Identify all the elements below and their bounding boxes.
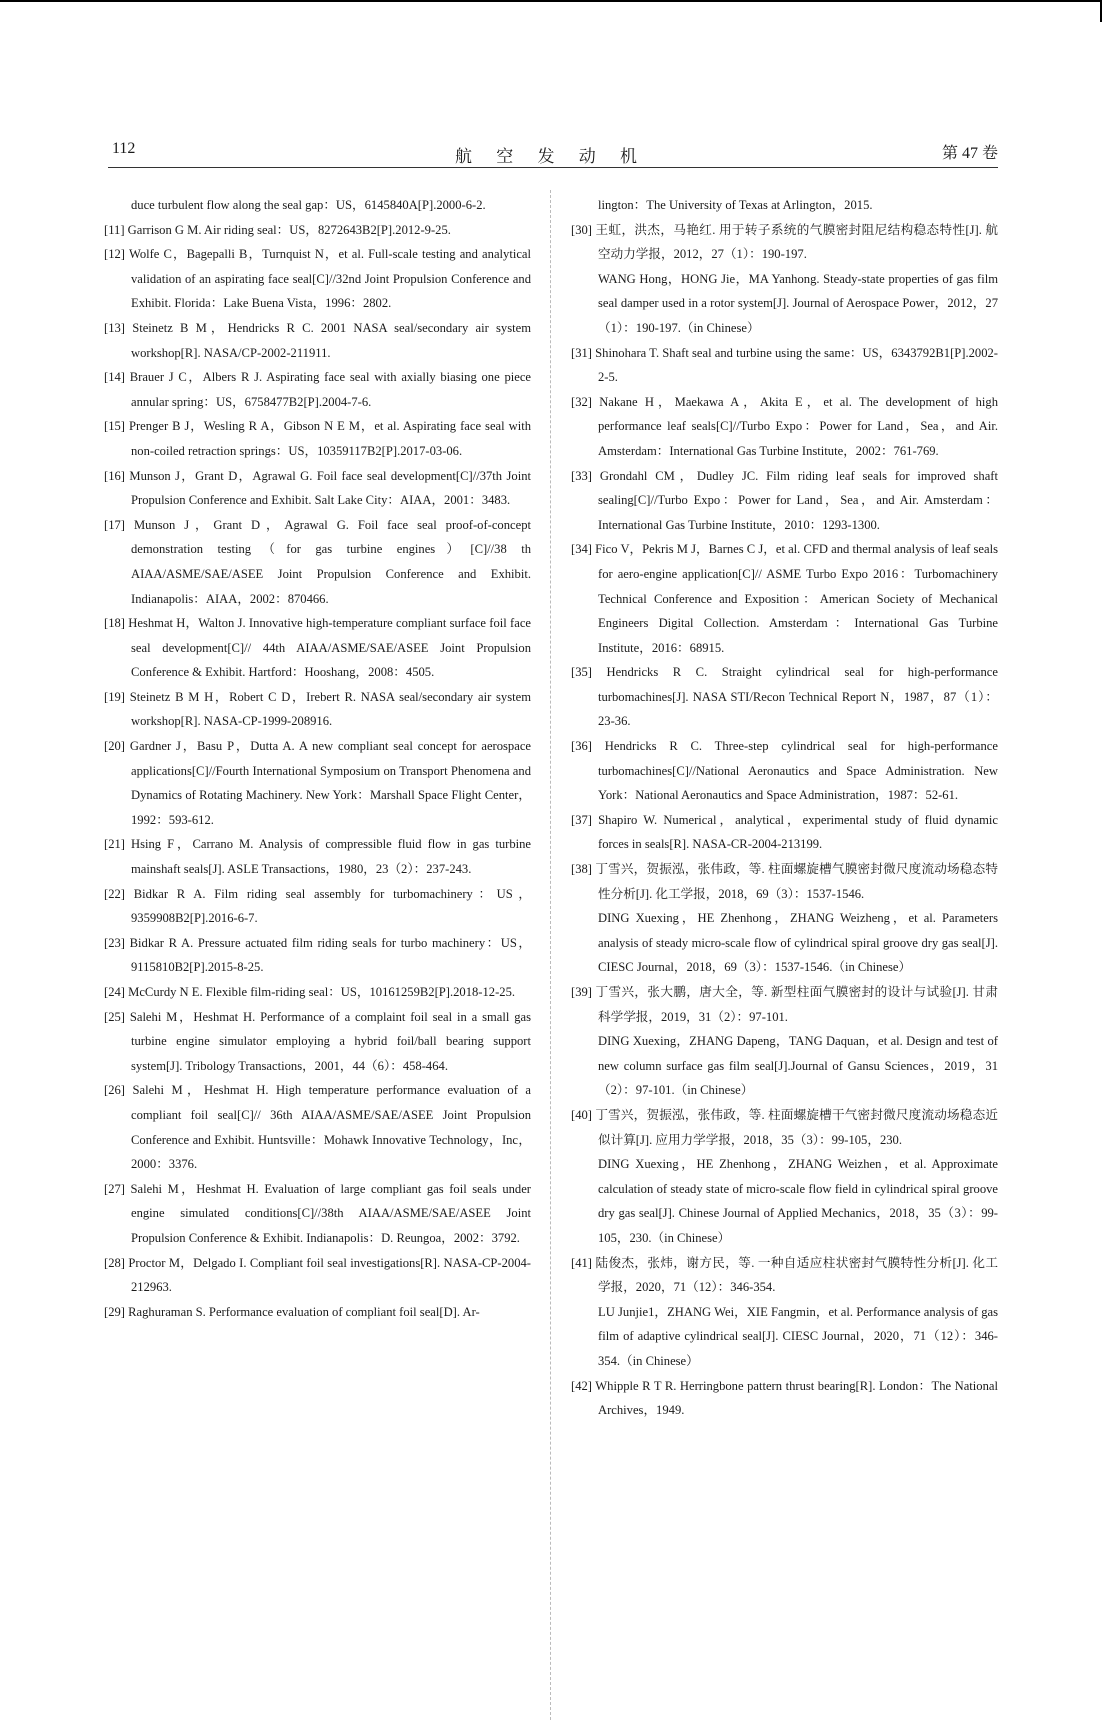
reference-entry [104,1251,531,1300]
journal-title: 航 空 发 动 机 [455,147,647,166]
reference-text: 陆俊杰，张炜，谢方民，等. 一种自适应柱状密封气膜特性分析[J]. 化工学报，2020，71（12）：346-354. [595,1255,998,1295]
reference-entry [104,734,531,832]
reference-number: [12] [104,247,125,262]
reference-number: [33] [571,468,592,483]
reference-text: Raghuraman S. Performance evaluation of compliant foil seal[D]. Ar- [128,1304,480,1319]
reference-text: Hendricks R C. Straight cylindrical seal for high-performance turbomachines[J]. NASA STI/Recon Technical Report N，1987，87（1）：23-36. [598,665,998,729]
reference-text: Salehi M，Heshmat H. High temperature performance evaluation of a compliant foil seal[C]// 36th AIAA/ASME/SAE/ASEE Joint Propulsion Conference and Exhibit. Huntsville：Mohawk Innovative Technology，Inc，2000：3376. [131,1083,532,1172]
crop-mark-top [0,0,1100,2]
volume-label: 第 47 卷 [941,145,998,162]
reference-number: [31] [571,345,592,360]
reference-translation: WANG Hong，HONG Jie，MA Yanhong. Steady-state properties of gas film seal damper used in a rotor system[J]. Journal of Aerospace Power，2012，27（1）：190-197.（in Chinese） [598,271,998,335]
reference-number: [13] [104,320,125,335]
reference-entry [571,808,998,857]
reference-text: Salehi M，Heshmat H. Evaluation of large compliant gas foil seals under engine simulated conditions[C]//38th AIAA/ASME/SAE/ASEE Joint Propulsion Conference & Exhibit. Indianapolis：D. Reungoa，2002：3792. [130,1181,531,1245]
reference-text: 丁雪兴，张大鹏，唐大全，等. 新型柱面气膜密封的设计与试验[J]. 甘肃科学学报，2019，31（2）：97-101. [595,985,998,1024]
reference-text: Wolfe C，Bagepalli B，Turnquist N，et al. Full-scale testing and analytical validation of an aspirating face seal[C]//32nd Joint Propulsion Conference and Exhibit. Florida：Lake Buena Vista，1996：2802. [128,247,532,311]
reference-entry [571,1374,998,1423]
reference-text: Grondahl CM，Dudley JC. Film riding leaf seals for improved shaft sealing[C]//Turbo Expo：Power for Land，Sea，and Air. Amsterdam：International Gas Turbine Institute，2010：1293-1300. [598,468,999,532]
reference-text: 丁雪兴，贺振泓，张伟政，等. 柱面螺旋槽气膜密封微尺度流动场稳态特性分析[J]. 化工学报，2018，69（3）：1537-1546. [595,862,998,901]
reference-text: Bidkar R A. Pressure actuated film riding seals for turbo machinery：US，9115810B2[P].2015-8-25. [129,935,531,975]
reference-text: 丁雪兴，贺振泓，张伟政，等. 柱面螺旋槽干气密封微尺度流动场稳态近似计算[J]. 应用力学学报，2018，35（3）：99-105，230. [595,1107,998,1147]
reference-text: McCurdy N E. Flexible film-riding seal：US，10161259B2[P].2018-12-25. [128,985,516,999]
reference-entry [104,242,531,316]
reference-text: Fico V，Pekris M J，Barnes C J，et al. CFD and thermal analysis of leaf seals for aero-engine application[C]// ASME Turbo Expo 2016：Turbomachinery Technical Conference and Exposition：American Society of Mechanical Engineers Digital Collection. Amsterdam：International Gas Turbine Institute，2016：68915. [595,542,998,655]
column-divider [550,190,551,1720]
reference-text: Steinetz B M H，Robert C D，Irebert R. NASA seal/secondary air system workshop[R]. NASA-CP-1999-208916. [129,689,532,729]
reference-entry [104,513,531,611]
reference-text: Prenger B J，Wesling R A，Gibson N E M，et al. Aspirating face seal with non-coiled retraction springs：US，10359117B2[P].2017-03-06. [128,419,532,458]
reference-number: [41] [571,1255,592,1270]
reference-entry [571,537,998,660]
reference-entry [571,464,998,538]
reference-translation: DING Xuexing，HE Zhenhong，ZHANG Weizhen，et al. Approximate calculation of steady state of micro-scale flow field in cylindrical spiral groove dry gas seal[J]. Chinese Journal of Applied Mechanics，2018，35（3）：99-105，230.（in Chinese） [598,1157,998,1245]
reference-number: [23] [104,935,125,950]
reference-text: Whipple R T R. Herringbone pattern thrust bearing[R]. London：The National Archives，1949. [595,1378,998,1418]
reference-number: [28] [104,1255,125,1270]
reference-entry [571,218,998,267]
reference-translation: DING Xuexing，HE Zhenhong，ZHANG Weizheng，et al. Parameters analysis of steady micro-scale flow of cylindrical spiral groove dry gas seal[J]. CIESC Journal，2018，69（3）：1537-1546.（in Chinese） [598,911,998,975]
reference-text: Bidkar R A. Film riding seal assembly for turbomachinery：US，9359908B2[P].2016-6-7. [131,886,531,926]
reference-number: [30] [571,222,592,237]
reference-entry [104,1078,531,1176]
reference-column-left [104,193,531,1324]
reference-text: Hendricks R C. Three-step cylindrical seal for high-performance turbomachines[C]//National Aeronautics and Space Administration. New York：National Aeronautics and Space Administration，1987：52-61. [598,739,998,803]
reference-entry [104,414,531,463]
reference-continuation [104,193,531,218]
reference-number: [25] [104,1009,125,1024]
reference-text: Nakane H，Maekawa A，Akita E，et al. The development of high performance leaf seals[C]//Turbo Expo：Power for Land，Sea，and Air. Amsterdam：International Gas Turbine Institute，2002：761-769. [598,394,998,458]
reference-entry [104,1300,531,1325]
reference-translation: DING Xuexing，ZHANG Dapeng，TANG Daquan，et al. Design and test of new column surface gas film seal[J].Journal of Gansu Sciences，2019，31（2）：97-101.（in Chinese） [598,1034,998,1098]
reference-number: [34] [571,542,592,557]
reference-number: [22] [104,886,125,901]
reference-number: [35] [571,665,592,680]
header-rule [108,167,998,168]
reference-number: [11] [104,222,125,237]
reference-text: Gardner J，Basu P，Dutta A. A new compliant seal concept for aerospace applications[C]//Fourth International Symposium on Transport Phenomena and Dynamics of Rotating Machinery. New York：Marshall Space Flight Center，1992：593-612. [129,739,532,827]
reference-text: Brauer J C，Albers R J. Aspirating face seal with axially biasing one piece annular spring：US，6758477B2[P].2004-7-6. [129,370,532,409]
reference-number: [24] [104,985,125,999]
reference-text: Garrison G M. Air riding seal：US，8272643B2[P].2012-9-25. [127,222,451,237]
reference-entry [571,390,998,464]
reference-entry [571,1103,998,1152]
reference-number: [27] [104,1181,125,1196]
reference-entry [571,980,998,1029]
reference-number: [21] [104,837,125,852]
reference-entry [104,464,531,513]
reference-number: [15] [104,419,125,434]
reference-text: Steinetz B M，Hendricks R C. 2001 NASA seal/secondary air system workshop[R]. NASA/CP-2002-211911. [131,320,531,360]
reference-number: [38] [571,862,592,877]
reference-text: Salehi M，Heshmat H. Performance of a complaint foil seal in a small gas turbine engine simulator employing a hybrid foil/ball bearing support system[J]. Tribology Transactions，2001，44（6）：458-464. [129,1009,531,1073]
reference-number: [37] [571,812,592,827]
reference-text: 王虹，洪杰，马艳红. 用于转子系统的气膜密封阻尼结构稳态特性[J]. 航空动力学报，2012，27（1）：190-197. [595,222,998,262]
reference-entry [104,611,531,685]
reference-number: [42] [571,1378,592,1393]
reference-entry [571,857,998,906]
reference-number: [32] [571,394,592,409]
reference-entry [104,980,531,1005]
reference-number: [36] [571,739,592,754]
reference-number: [39] [571,985,592,999]
reference-number: [20] [104,739,125,754]
reference-text: Shapiro W. Numerical，analytical，experimental study of fluid dynamic forces in seals[R]. NASA-CR-2004-213199. [598,812,998,852]
reference-number: [40] [571,1107,592,1122]
reference-number: [26] [104,1083,125,1098]
reference-entry [104,365,531,414]
reference-text: Shinohara T. Shaft seal and turbine using the same：US，6343792B1[P].2002-2-5. [595,345,999,385]
reference-entry [104,316,531,365]
reference-number: [14] [104,370,125,385]
reference-entry [104,1005,531,1079]
reference-text: Hsing F，Carrano M. Analysis of compressible fluid flow in gas turbine mainshaft seals[J]. ASLE Transactions，1980，23（2）：237-243. [131,837,531,877]
reference-text: Proctor M，Delgado I. Compliant foil seal investigations[R]. NASA-CP-2004-212963. [128,1255,531,1295]
reference-entry [571,660,998,734]
reference-text: Heshmat H，Walton J. Innovative high-temperature compliant surface foil face seal development[C]// 44th AIAA/ASME/SAE/ASEE Joint Propulsion Conference & Exhibit. Hartford：Hooshang，2008：4505. [128,616,531,680]
reference-entry [104,882,531,931]
reference-entry [104,218,531,243]
reference-text: Munson J，Grant D，Agrawal G. Foil face seal development[C]//37th Joint Propulsion Conference and Exhibit. Salt Lake City：AIAA，2001：3483. [129,468,531,508]
reference-translation: LU Junjie1，ZHANG Wei，XIE Fangmin，et al. Performance analysis of gas film of adaptive cylindrical seal[J]. CIESC Journal，2020，71（12）：346-354.（in Chinese） [598,1304,998,1368]
reference-entry [571,734,998,808]
reference-number: [17] [104,517,125,532]
reference-text: duce turbulent flow along the seal gap：US，6145840A[P].2000-6-2. [131,198,486,212]
page-number: 112 [112,140,136,157]
reference-number: [16] [104,468,125,483]
reference-continuation [571,193,998,218]
reference-text: Munson J，Grant D，Agrawal G. Foil face seal proof-of-concept demonstration testing（for gas turbine engines）[C]//38 th AIAA/ASME/SAE/ASEE Joint Propulsion Conference and Exhibit. Indianapolis：AIAA，2002：870466. [131,517,531,606]
reference-number: [19] [104,689,125,704]
reference-entry [104,931,531,980]
reference-text: lington：The University of Texas at Arlington，2015. [598,198,873,212]
reference-entry [571,1251,998,1300]
reference-entry [571,341,998,390]
reference-number: [29] [104,1304,125,1319]
reference-number: [18] [104,616,125,631]
reference-entry [104,1177,531,1251]
reference-entry [104,832,531,881]
reference-column-right [571,193,998,1423]
reference-entry [104,685,531,734]
